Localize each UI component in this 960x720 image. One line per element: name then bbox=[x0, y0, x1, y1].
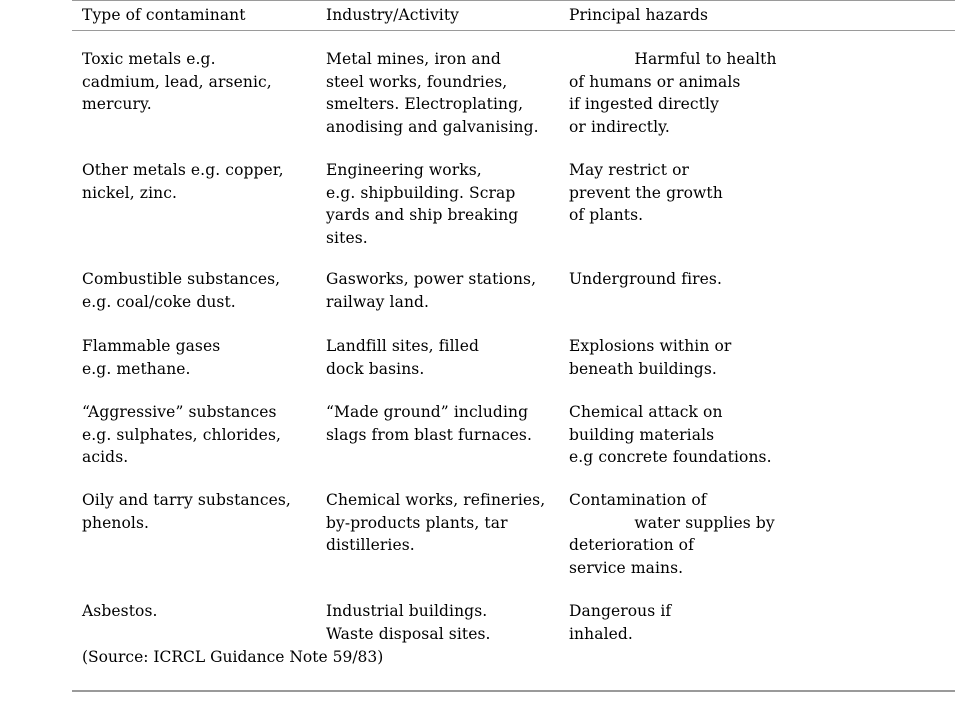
row-1-contaminant: Toxic metals e.g. cadmium, lead, arsenic, mercury. bbox=[82, 50, 272, 113]
source-note: (Source: ICRCL Guidance Note 59/83) bbox=[82, 648, 384, 666]
row-7-contaminant: Asbestos. bbox=[82, 602, 158, 620]
row-1-hazard: Harmful to health of humans or animals if ingested directly or indirectly. bbox=[569, 50, 777, 136]
row-6-hazard: Contamination of water supplies by deterioration of service mains. bbox=[569, 491, 775, 577]
row-1-industry: Metal mines, iron and steel works, foundries, smelters. Electroplating, anodising and galvanising. bbox=[326, 50, 539, 136]
row-4-industry: Landfill sites, filled dock basins. bbox=[326, 337, 479, 378]
row-5-hazard: Chemical attack on building materials e.g concrete foundations. bbox=[569, 403, 772, 466]
header-principal-hazards: Principal hazards bbox=[569, 6, 709, 24]
row-7-hazard: Dangerous if inhaled. bbox=[569, 602, 672, 643]
row-6-contaminant: Oily and tarry substances, phenols. bbox=[82, 491, 291, 532]
row-3-hazard: Underground fires. bbox=[569, 270, 722, 288]
row-3-contaminant: Combustible substances, e.g. coal/coke dust. bbox=[82, 270, 281, 311]
row-3-industry: Gasworks, power stations, railway land. bbox=[326, 270, 537, 311]
row-2-industry: Engineering works, e.g. shipbuilding. Scrap yards and ship breaking sites. bbox=[326, 161, 519, 247]
row-2-contaminant: Other metals e.g. copper, nickel, zinc. bbox=[82, 161, 284, 202]
row-4-hazard: Explosions within or beneath buildings. bbox=[569, 337, 732, 378]
row-2-hazard: May restrict or prevent the growth of plants. bbox=[569, 161, 723, 224]
table-top-rule bbox=[72, 0, 955, 1]
row-5-industry: “Made ground” including slags from blast furnaces. bbox=[326, 403, 532, 444]
row-4-contaminant: Flammable gases e.g. methane. bbox=[82, 337, 221, 378]
table-header-rule bbox=[72, 30, 955, 31]
row-6-industry: Chemical works, refineries, by-products plants, tar distilleries. bbox=[326, 491, 546, 554]
header-industry-activity: Industry/Activity bbox=[326, 6, 460, 24]
row-7-industry: Industrial buildings. Waste disposal sites. bbox=[326, 602, 491, 643]
table-bottom-rule bbox=[72, 690, 955, 692]
row-5-contaminant: “Aggressive” substances e.g. sulphates, chlorides, acids. bbox=[82, 403, 282, 466]
header-type-of-contaminant: Type of contaminant bbox=[82, 6, 246, 24]
